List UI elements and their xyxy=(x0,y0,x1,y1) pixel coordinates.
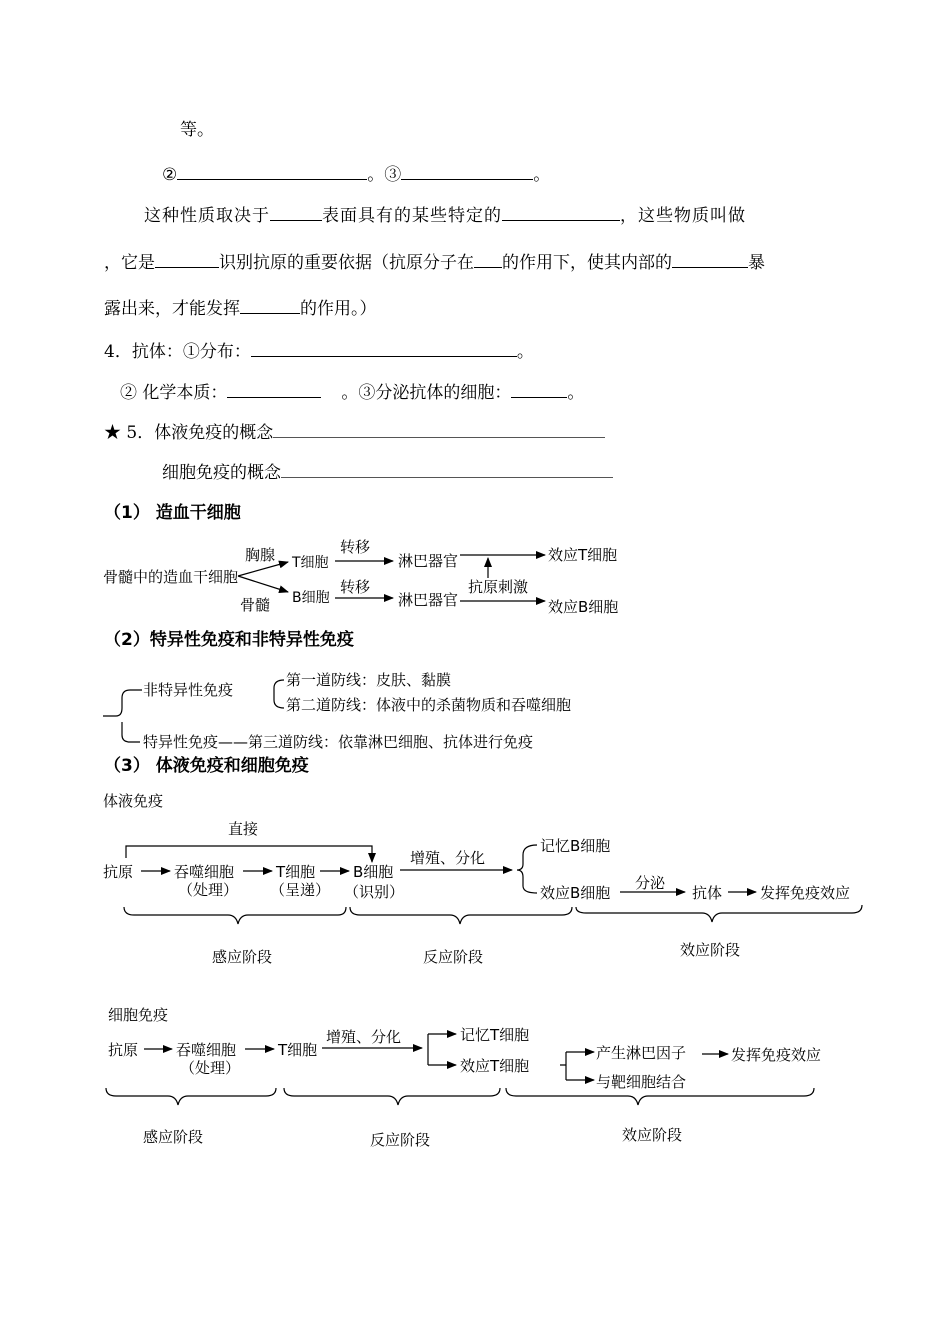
first-defense: 第一道防线：皮肤、黏膜 xyxy=(286,671,452,689)
eff-b-label: 效应B细胞 xyxy=(540,884,611,902)
t-cell-label: T细胞 xyxy=(276,863,316,881)
stem-cell-label: 骨髓中的造血干细胞 xyxy=(103,568,239,586)
humoral-immunity-diagram xyxy=(103,792,862,966)
cellular-title: 细胞免疫 xyxy=(108,1006,169,1024)
stage-3-label: 效应阶段 xyxy=(622,1126,683,1144)
b-cell-label: B细胞 xyxy=(353,863,394,881)
humoral-title: 体液免疫 xyxy=(103,792,164,810)
heading-1: （1） 造血干细胞 xyxy=(104,503,241,523)
direct-path xyxy=(126,846,372,862)
phagocyte-label: 吞噬细胞 xyxy=(176,1041,237,1059)
arrow-to-b xyxy=(238,576,288,592)
cellular-immunity-diagram xyxy=(106,1006,821,1149)
text-segment: 等。 xyxy=(180,120,214,140)
t-cell-label: T细胞 xyxy=(292,555,329,571)
text-segment: 表面具有的某些特定的 xyxy=(322,206,502,226)
process-label: （处理） xyxy=(178,881,239,899)
exert-label: 发挥免疫效应 xyxy=(731,1046,822,1064)
eff-t-label: 效应T细胞 xyxy=(460,1057,530,1075)
arrow-to-t xyxy=(238,562,288,576)
t-cell-label: T细胞 xyxy=(278,1041,318,1059)
present-label: （呈递） xyxy=(270,881,331,899)
text-segment: ② 化学本质： xyxy=(120,383,228,403)
antigen-label: 抗原 xyxy=(108,1041,139,1059)
stage-3-label: 效应阶段 xyxy=(680,941,741,959)
text-segment: 这种性质取决于 xyxy=(144,206,270,226)
text-segment: ★ 5．体液免疫的概念 xyxy=(104,423,274,443)
exert-label: 发挥免疫效应 xyxy=(760,884,851,902)
nonspecific-label: 非特异性免疫 xyxy=(143,681,234,699)
text-segment: 。 xyxy=(516,342,534,362)
stage-2-label: 反应阶段 xyxy=(423,948,484,966)
text-segment: ② xyxy=(162,165,178,185)
inner-brace xyxy=(274,680,284,708)
stage-1-label: 感应阶段 xyxy=(212,948,273,966)
eff-b-label: 效应B细胞 xyxy=(548,598,619,616)
prolif-label: 增殖、分化 xyxy=(326,1028,402,1046)
stem-cell-diagram xyxy=(103,538,618,616)
text-segment: 。③分泌抗体的细胞： xyxy=(341,383,512,403)
lymph-organ-1: 淋巴器官 xyxy=(398,552,459,570)
heading-2: （2）特异性免疫和非特异性免疫 xyxy=(104,630,354,650)
stage-1-label: 感应阶段 xyxy=(143,1128,204,1146)
memory-t-label: 记忆T细胞 xyxy=(460,1026,530,1044)
memory-b-label: 记忆B细胞 xyxy=(540,837,611,855)
second-defense: 第二道防线：体液中的杀菌物质和吞噬细胞 xyxy=(286,696,572,714)
lymph-organ-2: 淋巴器官 xyxy=(398,591,459,609)
stage-brace-1 xyxy=(124,907,346,924)
heading-3: （3） 体液免疫和细胞免疫 xyxy=(104,756,309,776)
text-segment: 的作用。） xyxy=(300,299,377,319)
direct-label: 直接 xyxy=(228,820,259,838)
eff-t-label: 效应T细胞 xyxy=(548,546,618,564)
text-segment: 露出来，才能发挥 xyxy=(104,299,240,319)
split-line xyxy=(560,1052,566,1080)
stage-brace-3 xyxy=(576,905,862,922)
stage-brace-2 xyxy=(350,907,572,924)
transfer-label-1: 转移 xyxy=(340,538,371,556)
antibody-label: 抗体 xyxy=(692,884,723,902)
lymphokine-label: 产生淋巴因子 xyxy=(596,1044,687,1062)
target-label: 与靶细胞结合 xyxy=(596,1073,687,1091)
text-segment: 识别抗原的重要依据（抗原分子在 xyxy=(219,253,474,273)
transfer-label-2: 转移 xyxy=(340,578,371,596)
immunity-types-diagram xyxy=(103,671,571,751)
branch-brace xyxy=(517,845,537,893)
prolif-label: 增殖、分化 xyxy=(410,849,486,867)
stage-brace-1 xyxy=(106,1088,276,1105)
text-segment: 细胞免疫的概念 xyxy=(162,463,281,483)
text-segment: ，它是 xyxy=(104,253,155,273)
process-label: （处理） xyxy=(180,1059,241,1077)
text-segment: 暴 xyxy=(748,253,765,273)
recognize-label: （识别） xyxy=(344,883,405,901)
stage-brace-2 xyxy=(284,1088,500,1105)
specific-label: 特异性免疫——第三道防线：依靠淋巴细胞、抗体进行免疫 xyxy=(143,733,534,751)
text-segment: 。 xyxy=(567,383,585,403)
text-segment: ，这些物质叫做 xyxy=(620,206,746,226)
antigen-label: 抗原 xyxy=(103,863,134,881)
text-segment: 4．抗体：①分布： xyxy=(104,342,251,362)
text-segment: 。③ xyxy=(367,165,402,185)
marrow-label: 骨髓 xyxy=(240,596,271,614)
secrete-label: 分泌 xyxy=(635,874,666,892)
b-cell-label: B细胞 xyxy=(292,590,330,606)
stage-2-label: 反应阶段 xyxy=(370,1131,431,1149)
phagocyte-label: 吞噬细胞 xyxy=(174,863,235,881)
outer-brace-bottom xyxy=(122,722,140,742)
text-segment: 的作用下，使其内部的 xyxy=(502,253,672,273)
outer-brace-top xyxy=(103,690,142,716)
text-segment: 。 xyxy=(533,165,551,185)
thymus-label: 胸腺 xyxy=(245,546,276,564)
antigen-stim-label: 抗原刺激 xyxy=(468,578,529,596)
